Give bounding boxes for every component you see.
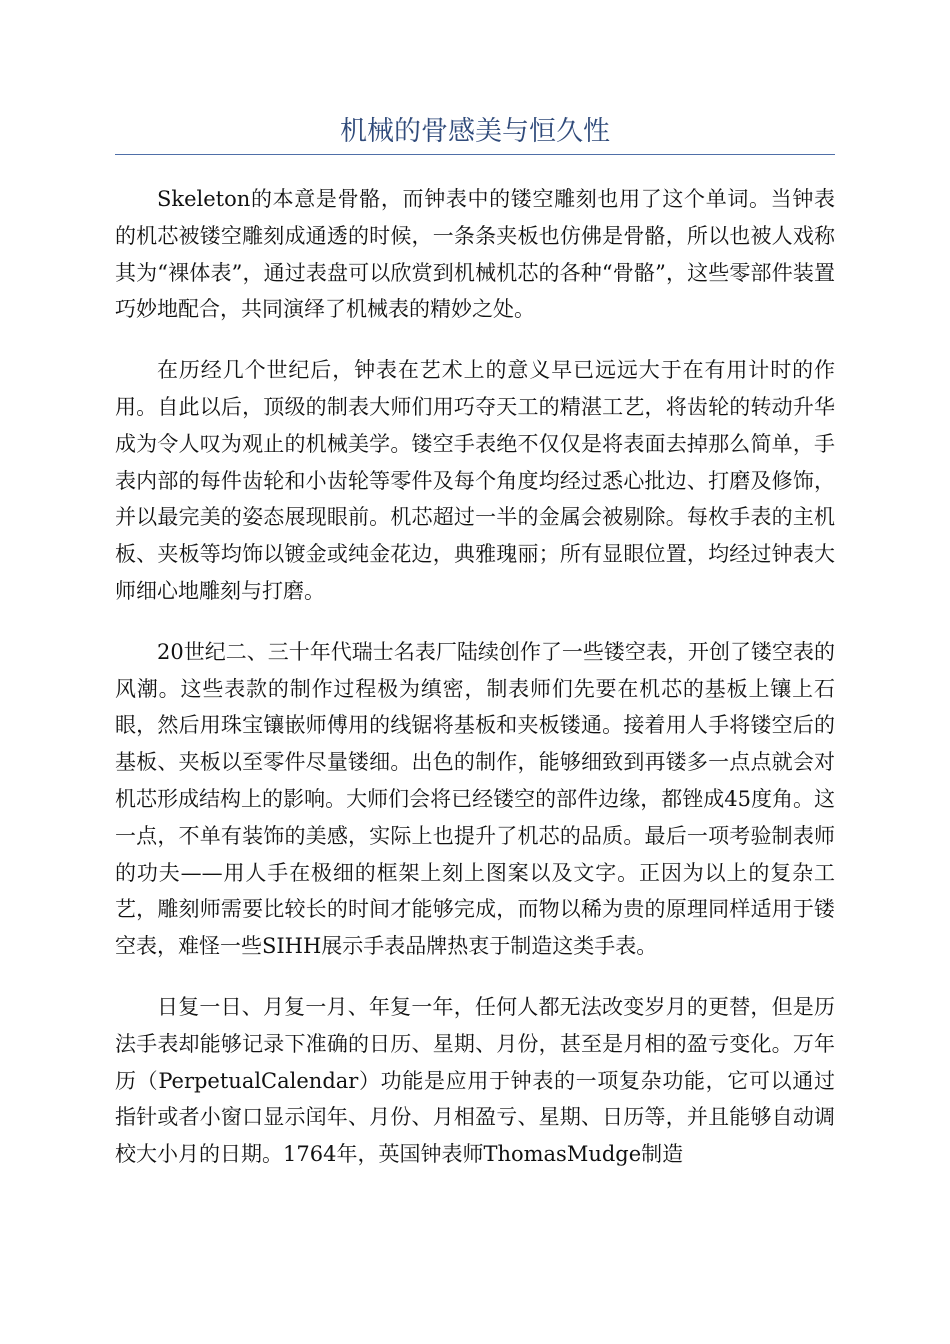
paragraph-4: 日复一日、月复一月、年复一年，任何人都无法改变岁月的更替，但是历法手表却能够记录下准确的日历、星期、月份，甚至是月相的盈亏变化。万年历（PerpetualCalendar）功能是应用于钟表的一项复杂功能，它可以通过指针或者小窗口显示闰年、月份、月相盈亏、星期、日历等，并且能够自动调校大小月的日期。1764年，英国钟表师ThomasMudge制造 (115, 994, 835, 1167)
page-title: 机械的骨感美与恒久性 (340, 116, 610, 147)
paragraph-1: Skeleton的本意是骨骼，而钟表中的镂空雕刻也用了这个单词。当钟表的机芯被镂空雕刻成通透的时候，一条条夹板也仿佛是骨骼，所以也被人戏称其为“裸体表”，通过表盘可以欣赏到机械机芯的各种“骨骼”，这些零部件装置巧妙地配合，共同演绎了机械表的精妙之处。 (115, 187, 835, 322)
paragraph-2: 在历经几个世纪后，钟表在艺术上的意义早已远远大于在有用计时的作用。自此以后，顶级的制表大师们用巧夺天工的精湛工艺，将齿轮的转动升华成为令人叹为观止的机械美学。镂空手表绝不仅仅是将表面去掉那么简单，手表内部的每件齿轮和小齿轮等零件及每个角度均经过悉心批边、打磨及修饰，并以最完美的姿态展现眼前。机芯超过一半的金属会被剔除。每枚手表的主机板、夹板等均饰以镀金或纯金花边，典雅瑰丽；所有显眼位置，均经过钟表大师细心地雕刻与打磨。 (115, 358, 835, 603)
document-page (115, 110, 835, 1197)
paragraph-3: 20世纪二、三十年代瑞士名表厂陆续创作了一些镂空表，开创了镂空表的风潮。这些表款的制作过程极为缜密，制表师们先要在机芯的基板上镶上石眼，然后用珠宝镶嵌师傅用的线锯将基板和夹板镂通。接着用人手将镂空后的基板、夹板以至零件尽量镂细。出色的制作，能够细致到再镂多一点点就会对机芯形成结构上的影响。大师们会将已经镂空的部件边缘，都锉成45度角。这一点，不单有装饰的美感，实际上也提升了机芯的品质。最后一项考验制表师的功夫——用人手在极细的框架上刻上图案以及文字。正因为以上的复杂工艺，雕刻师需要比较长的时间才能够完成，而物以稀为贵的原理同样适用于镂空表，难怪一些SIHH展示手表品牌热衷于制造这类手表。 (115, 639, 835, 959)
title-underline (115, 154, 835, 155)
